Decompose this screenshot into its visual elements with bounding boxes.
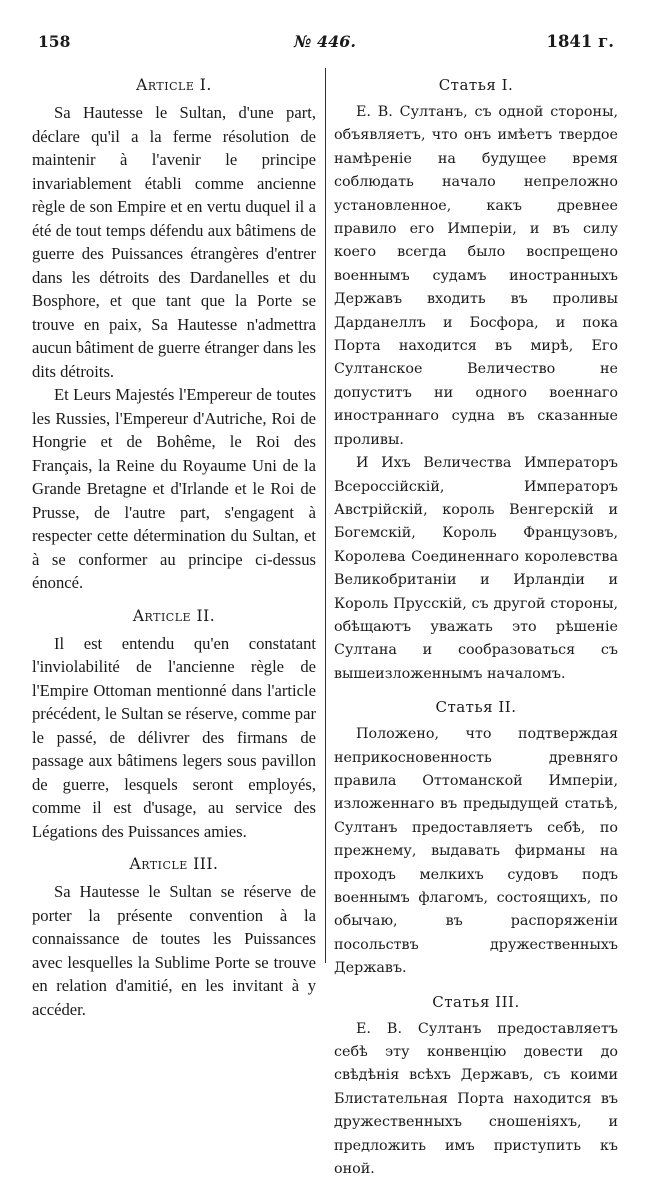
year: 1841 г.: [546, 32, 614, 51]
column-divider: [325, 68, 326, 963]
page-header: [30, 32, 620, 58]
page-number: 158: [38, 32, 71, 51]
article-2-paragraph-ru: Положено, что подтверждая неприкосновенность древняго правила Оттоманской Имперіи, изложеннаго въ предыдущей статьѣ, Султанъ предоставляетъ себѣ, по прежнему, выдавать фирманы на проходъ мелкихъ судовъ подъ военнымъ флагомъ, состоящихъ, по обычаю, въ распоряженіи посольствъ дружественныхъ Державъ.: [334, 726, 618, 977]
french-column: [32, 74, 316, 1021]
article-1-heading-ru: Статья I.: [438, 76, 514, 94]
article-2-heading-ru: Статья II.: [435, 698, 517, 717]
article-1-paragraph-2-fr: Et Leurs Majestés l'Empereur de toutes les Russies, l'Empereur d'Autriche, Roi de Hongrie et de Bohême, le Roi des Français, la Reine du Royaume Uni de la Grande Bretagne et d'Irlande et le Roi de Prusse, de l'autre part, s'engagent à respecter cette détermination du Sultan, et à se conformer au principe ci-dessus énoncé.: [32, 385, 316, 592]
article-2-heading-fr: Article II.: [132, 606, 216, 625]
article-1-paragraph-2-ru: И Ихъ Величества Императоръ Всероссійскій, Императоръ Австрійскій, король Венгерскій и Богемскій, Король Французовъ, Королева Соединеннаго королевства Великобританіи и Ирландіи и Король Прусскій, съ другой стороны, обѣщаютъ уважать это рѣшеніе Султана и сообразоваться съ вышеизложеннымъ началомъ.: [334, 455, 618, 682]
document-number: № 446.: [294, 32, 356, 51]
article-1-paragraph-1-fr: Sa Hautesse le Sultan, d'une part, déclare qu'il a la ferme résolution de maintenir à l'avenir le principe invariablement établi comme ancienne règle de son Empire et en vertu duquel il a été de tout temps défendu aux bâtimens de guerre des Puissances étrangères d'entrer dans les détroits des Dardanelles et du Bosphore, et que tant que la Porte se trouve en paix, Sa Hautesse n'admettra aucun bâtiment de guerre étranger dans les dits détroits.: [32, 103, 316, 381]
article-3-paragraph-fr: Sa Hautesse le Sultan se réserve de porter la présente convention à la connaissance de toutes les Puissances avec lesquelles la Sublime Porte se trouve en relation d'amitié, en les invitant à y accéder.: [32, 882, 316, 1019]
article-3-paragraph-ru: Е. В. Султанъ предоставляетъ себѣ эту конвенцію довести до свѣдѣнія всѣхъ Державъ, съ коими Блистательная Порта находится въ дружественныхъ сношеніяхъ, и предложить имъ приступить къ оной.: [334, 1020, 618, 1178]
article-3-heading-ru: Статья III.: [432, 992, 520, 1011]
article-2-paragraph-fr: Il est entendu qu'en constatant l'inviolabilité de l'ancienne règle de l'Empire Ottoman mentionné dans l'article précédent, le Sultan se réserve, comme par le passé, de délivrer des firmans de passage aux bâtimens legers sous pavillon de guerre, lesquels seront employés, comme il est d'usage, au service des Légations des Puissances amies.: [32, 633, 316, 841]
article-1-heading-fr: Article I.: [136, 76, 212, 94]
article-1-paragraph-1-ru: Е. В. Султанъ, съ одной стороны, объявляетъ, что онъ имѣетъ твердое намѣреніе на будущее время соблюдать начало непреложно установленное, какъ древнее правило его Имперіи, и въ силу коего всегда было воспрещено военнымъ судамъ иностранныхъ Державъ входить въ проливы Дарданеллъ и Босфора, и пока Порта находится въ мирѣ, Его Султанское Величество не допуститъ ни одного военнаго иностраннаго судна въ сказанные проливы.: [334, 104, 618, 448]
article-3-heading-fr: Article III.: [129, 855, 219, 873]
russian-column: [334, 74, 618, 1181]
